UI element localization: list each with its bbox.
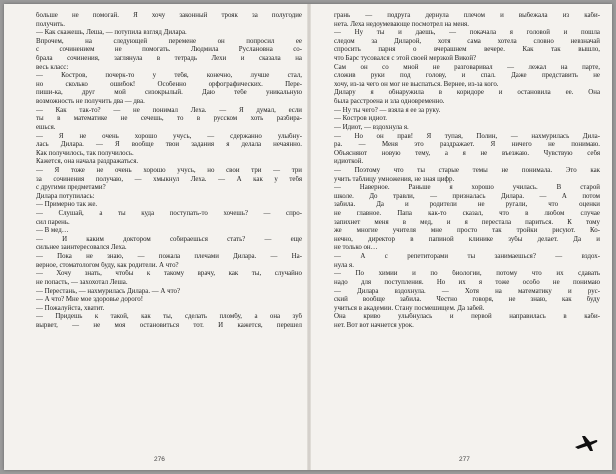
text-line: Как получилось, так получилось.	[36, 149, 134, 157]
text-line: нет. Вот вот начнется урок.	[334, 321, 414, 329]
text-line: — Перестань, — нахмурилась Дилара. — А что?	[36, 287, 181, 295]
text-line: спросить парня о вчерашнем вечере. Как так вышло,	[334, 46, 600, 54]
text-line: Дилара потупилась:	[36, 192, 95, 200]
left-page-number: 276	[154, 456, 165, 463]
text-line: запихнет меня в мед, и я перестала париться. К тому	[334, 218, 600, 226]
text-line: ты в математике не сечешь, то в русском хоть разбира-	[36, 115, 302, 123]
text-line: школе. До травли, — призналась Дилара. — А потом	[334, 192, 600, 200]
text-line: была расстроена и зла одновременно.	[334, 98, 445, 106]
airplane-icon	[574, 434, 598, 452]
text-line: нечно, директор в папиной клинике зубы делает. Да и	[334, 235, 600, 243]
text-line: нета. Леха недоумевающе посмотрел на меня.	[334, 20, 469, 28]
text-line: же многие учителя мне просто так тройки рисуют. Ко-	[334, 227, 600, 235]
text-line: — Поэтому что ты старые темы не понимала. Это как	[334, 166, 600, 174]
text-line: лась Дилара. — Я вообще твои задания я делала нечаянно.	[36, 141, 302, 149]
text-line: Объясняют новую тему, а я не въезжаю. Чувствую себя	[334, 149, 600, 157]
text-line: — Хочу знать, чтобы к такому врачу, как ты, случайно	[36, 270, 302, 278]
text-line: — Костров идиот.	[334, 115, 387, 123]
text-line: надо для поступления. Но их я тоже особо не понимаю	[334, 278, 600, 286]
text-line: — По химии и по биологии, потому что их сдавать	[334, 270, 600, 278]
text-line: — В мед…	[36, 227, 69, 235]
text-line: Впрочем, на следующей перемене он попросил ее	[36, 37, 302, 45]
text-line: — Идиот, — вздохнула я.	[334, 123, 409, 131]
text-line: — Как скажешь, Леша, — потупила взгляд Дилара.	[36, 29, 187, 37]
text-line: ский вообще забила. Честно говоря, не знаю, как буду	[334, 296, 600, 304]
text-line: — Я тоже не очень хорошо учусь, но свои три — три	[36, 166, 302, 174]
text-line: — Придешь к такой, как ты, сделать пломбу, а она зуб	[36, 313, 302, 321]
text-line: — Но он прав! Я тупая, Полин, — нахмурилась Дила-	[334, 132, 600, 140]
text-line: учиться в академии. Стану посмешищем. Да забей.	[334, 304, 485, 312]
book-spread	[4, 4, 612, 470]
text-line: — Наверное. Раньше я хорошо училась. В старой	[334, 184, 600, 192]
text-line: не только он…	[334, 244, 378, 252]
text-line: — Ну ты и даешь, — покачала я головой и пошла	[334, 29, 600, 37]
text-line: нула я.	[334, 261, 354, 269]
text-line: — Примерно так же.	[36, 201, 98, 209]
text-line: с сочинением не помогать. Людмила Руслановна со-	[36, 46, 302, 54]
book-gutter	[307, 4, 311, 470]
text-line: с другими предметами?	[36, 184, 106, 192]
text-line: сильнее заинтересовался Леха.	[36, 244, 127, 252]
text-line: весь класс:	[36, 63, 69, 71]
text-line: — Костров, почерк-то у тебя, конечно, лучше стал,	[36, 72, 302, 80]
text-line: возможность не получить два — два.	[36, 98, 145, 106]
text-line: следом за Диларой, хотя сама хотела словно невзначай	[334, 37, 600, 45]
text-line: за сочинения получаю, — хмыкнул Леха. — А как у тебя	[36, 175, 302, 183]
text-line: — Ну ты чего? — взяла я ее за руку.	[334, 106, 441, 114]
text-line: учить таблицу умножения, не зная цифр.	[334, 175, 455, 183]
text-line: — А с репетиторами ты занимаешься? — вздох-	[334, 253, 600, 261]
text-line: ешься.	[36, 123, 56, 131]
text-line: что Барс тусовался с этой своей мерзкой Викой?	[334, 55, 477, 63]
right-page-number: 277	[459, 456, 470, 463]
text-line: не главное. Папа как-то сказал, что в любом случае	[334, 210, 600, 218]
text-line: — Пожалуйста, хватит.	[36, 304, 105, 312]
text-line: — Как так-то? — не понимал Леха. — Я думал, если	[36, 106, 302, 114]
text-line: забила. Да и родители не ругали, что оценки	[334, 201, 600, 209]
text-line: грань — подруга дернула плечом и выбежала из каби-	[334, 12, 600, 19]
text-line: — Слушай, а ты куда поступать-то хочешь? — спро-	[36, 210, 302, 218]
text-line: сложив руки под голову, и спал. Даже представить не	[334, 72, 600, 80]
right-page-text	[334, 12, 600, 331]
left-page-text	[36, 12, 302, 331]
text-line: идиоткой.	[334, 158, 364, 166]
text-line: больше не помогай. Я хочу законный трояк за полугодие	[36, 12, 302, 19]
text-line: — Пока не знаю, — пожала плечами Дилара. — На-	[36, 253, 302, 261]
text-line: верное, стоматологом буду, как родители. А что?	[36, 261, 179, 269]
text-line: Сам он со мной не разговаривал — лежал на парте,	[334, 63, 600, 71]
text-line: Кажется, она начала раздражаться.	[36, 158, 139, 166]
text-line: брала сочинения, заглянула в тетрадь Лехи и сказала на	[36, 55, 302, 63]
text-line: ра. — Меня это раздражает. Я ничего не понимаю.	[334, 141, 600, 149]
text-line: Она криво улыбнулась и первой направилась в каби-	[334, 313, 600, 321]
text-line: не попасть, — захохотал Леша.	[36, 278, 128, 286]
text-line: — Дилара вздохнула. — Хотя на математику и рус-	[334, 287, 600, 295]
text-line: — И каким доктором собираешься стать? — еще	[36, 235, 302, 243]
text-line: — Я не очень хорошо учусь, — сдержанно улыбну-	[36, 132, 302, 140]
text-line: Дилару я обнаружила в коридоре и остановила ее. Она	[334, 89, 600, 97]
text-line: но сколько ошибок! Особенно орфографических. Пере-	[36, 80, 302, 88]
text-line: хочу, из-за чего он мог не выспаться. Вернее, из-за кого.	[334, 80, 499, 88]
text-line: сил парень.	[36, 218, 70, 226]
text-line: получить.	[36, 20, 65, 28]
text-line: вырвет, — не моя остановиться тот. И кажется, перешел	[36, 321, 302, 329]
text-line: — А что? Мне мое здоровье дорого!	[36, 296, 144, 304]
text-line: пиши-ка, друг мой сизокрылый. Даю тебе уникальную	[36, 89, 302, 97]
